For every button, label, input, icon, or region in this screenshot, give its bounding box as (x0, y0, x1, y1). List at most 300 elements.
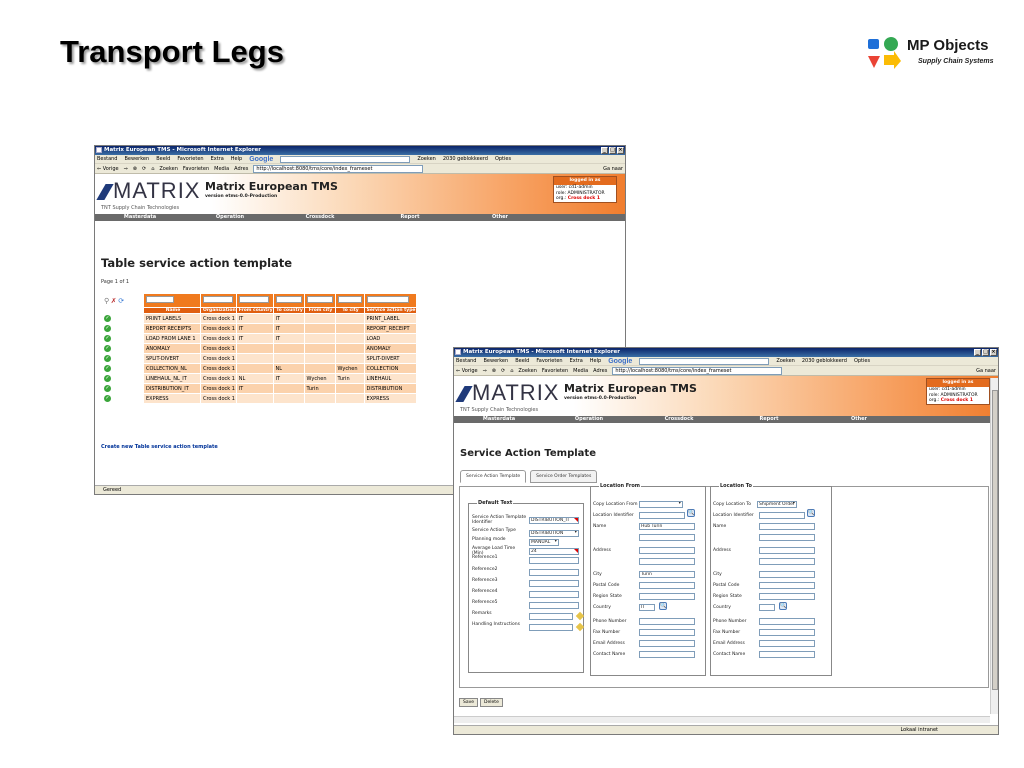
menu-help[interactable]: Help (230, 156, 243, 162)
ie-window-form (453, 347, 999, 735)
check-icon[interactable]: ✓ (105, 335, 110, 341)
table-cell: EXPRESS (364, 394, 416, 404)
refresh-icon[interactable]: ⟳ (500, 368, 506, 374)
table-cell: Wychen (335, 364, 364, 374)
field-label: Service Action Type (472, 528, 516, 533)
address-label: Adres (593, 368, 608, 374)
table-cell (273, 394, 304, 404)
table-cell (335, 394, 364, 404)
zoeken-button[interactable]: Zoeken (417, 156, 436, 162)
table-cell: Cross dock 1 (201, 334, 237, 344)
opties-button[interactable]: Opties (853, 358, 871, 364)
table-cell: Cross dock 1 (201, 374, 237, 384)
filter-cell (273, 294, 304, 308)
service-action-table (101, 293, 417, 404)
field-label: Address (593, 548, 611, 553)
field-label: Average Load Time (Min) (472, 546, 516, 556)
search-icon[interactable]: 🔍 (688, 510, 695, 516)
filter-cell (364, 294, 416, 308)
location-from-legend: Location From (600, 483, 641, 489)
column-header[interactable]: From city (304, 308, 335, 314)
location-field-input[interactable] (759, 571, 815, 578)
field-label: Reference3 (472, 578, 498, 583)
location-field-input[interactable] (639, 629, 695, 636)
row-status-cell (102, 324, 144, 334)
location-field-input[interactable] (759, 604, 775, 611)
filter-cell (201, 294, 237, 308)
create-new-link[interactable]: Create new Table service action template (101, 444, 218, 450)
column-header[interactable]: From country (236, 308, 273, 314)
filter-cell (144, 294, 201, 308)
field-label: Fax Number (593, 630, 621, 635)
location-field-input[interactable] (759, 593, 815, 600)
search-button[interactable]: Zoeken (518, 368, 537, 374)
field-label: Region State (593, 594, 622, 599)
app-version: version etms-0.0-Production (205, 194, 278, 199)
opties-button[interactable]: Opties (494, 156, 512, 162)
horizontal-scrollbar[interactable] (454, 716, 990, 723)
refresh-icon[interactable]: ⟳ (118, 296, 125, 305)
row-status-cell (102, 374, 144, 384)
nav-other[interactable]: Other (491, 214, 509, 220)
nav-report[interactable]: Report (759, 416, 779, 422)
table-cell: NL (236, 374, 273, 384)
table-cell (273, 344, 304, 354)
status-bar: Gereed (95, 485, 625, 494)
field-label: Location Identifier (713, 513, 754, 518)
field-label: Reference1 (472, 555, 498, 560)
location-field-input[interactable]: Hub Turin (639, 523, 695, 530)
login-org (554, 196, 616, 202)
forward-button[interactable]: ⇒ (123, 166, 128, 172)
table-cell[interactable]: SPLIT-DIVERT (144, 354, 201, 364)
table-cell: Wychen (304, 374, 335, 384)
login-user: user: cd1-admin (929, 387, 966, 392)
reference1-input[interactable] (529, 557, 579, 564)
field-label: Postal Code (713, 583, 740, 588)
filter-from-country[interactable] (239, 296, 269, 303)
table-cell: IT (273, 334, 304, 344)
menu-bewerken[interactable]: Bewerken (483, 358, 509, 364)
login-header: logged in as (927, 379, 989, 387)
service-action-type-select[interactable]: DISTRIBUTION ▾ (529, 530, 579, 537)
table-row[interactable] (102, 334, 417, 344)
home-icon[interactable]: ⌂ (510, 368, 514, 374)
menu-beeld[interactable]: Beeld (515, 358, 530, 364)
table-row[interactable] (102, 354, 417, 364)
table-cell: ANOMALY (364, 344, 416, 354)
tab-service-order-templates[interactable]: Service Order Templates (530, 470, 597, 483)
remarks-input[interactable] (529, 613, 573, 620)
table-cell: IT (273, 324, 304, 334)
field-label: Reference2 (472, 567, 498, 572)
org-value: Cross dock 1 (567, 196, 600, 201)
row-status-cell (102, 344, 144, 354)
location-field-input[interactable] (639, 618, 695, 625)
field-label: Handling Instructions (472, 622, 520, 627)
table-cell: IT (236, 314, 273, 324)
app-title: Matrix European TMS (564, 382, 697, 395)
table-cell: Cross dock 1 (201, 314, 237, 324)
table-cell (304, 354, 335, 364)
check-icon[interactable]: ✓ (105, 395, 110, 401)
copy-location-select[interactable]: Shipment Order ▾ (757, 501, 797, 508)
org-label: org.: (929, 398, 940, 403)
form-tabs (460, 470, 597, 483)
address-input[interactable]: http://localhost:8080/tms/core/index_frameset (253, 165, 423, 173)
logo-tagline: Supply Chain Systems (918, 58, 994, 65)
menu-bestand[interactable]: Bestand (456, 358, 477, 364)
delete-button[interactable]: Delete (480, 698, 503, 707)
nav-masterdata[interactable]: Masterdata (123, 214, 157, 220)
filter-cell (304, 294, 335, 308)
table-row[interactable] (102, 364, 417, 374)
location-field-input[interactable]: IT (639, 604, 655, 611)
filter-organization[interactable] (203, 296, 233, 303)
favorites-button[interactable]: Favorieten (541, 368, 569, 374)
table-cell (273, 384, 304, 394)
reference5-input[interactable] (529, 602, 579, 609)
page-count: Page 1 of 1 (101, 279, 130, 285)
template-identifier-input[interactable]: DISTRIBUTION_IT (529, 517, 579, 524)
field-label: Service Action Template Identifier (472, 515, 527, 525)
tab-service-action-template[interactable]: Service Action Template (460, 470, 526, 483)
table-cell[interactable]: DISTRIBUTION_IT (144, 384, 201, 394)
table-cell (335, 334, 364, 344)
nav-operation[interactable]: Operation (574, 416, 604, 422)
filter-from-city[interactable] (307, 296, 333, 303)
field-label: Phone Number (713, 619, 747, 624)
field-label: Phone Number (593, 619, 627, 624)
matrix-logo-text: MATRIX (113, 178, 201, 203)
app-header (95, 174, 625, 214)
table-cell (304, 314, 335, 324)
edit-icon[interactable] (576, 623, 584, 631)
login-box (926, 378, 990, 405)
page-title: Service Action Template (460, 448, 596, 459)
location-field-input[interactable] (759, 512, 805, 519)
matrix-logo (101, 178, 200, 204)
nav-masterdata[interactable]: Masterdata (482, 416, 516, 422)
clear-filter-icon[interactable]: ✗ (110, 296, 117, 305)
filter-service-action-type[interactable] (367, 296, 409, 303)
location-field-input[interactable] (639, 558, 695, 565)
home-icon[interactable]: ⌂ (151, 166, 155, 172)
table-cell (236, 364, 273, 374)
location-field-input[interactable] (759, 547, 815, 554)
slide-title: Transport Legs (60, 34, 284, 69)
window-controls (974, 349, 997, 356)
table-cell: Cross dock 1 (201, 364, 237, 374)
table-cell[interactable]: LINEHAUL_NL_IT (144, 374, 201, 384)
ie-icon (455, 349, 461, 355)
table-cell (304, 364, 335, 374)
table-cell: SPLIT-DIVERT (364, 354, 416, 364)
location-field-input[interactable] (759, 651, 815, 658)
login-box (553, 176, 617, 203)
menu-help[interactable]: Help (589, 358, 602, 364)
location-field-input[interactable] (639, 582, 695, 589)
field-label: Address (713, 548, 731, 553)
table-cell: Turin (304, 384, 335, 394)
matrix-logo-text: MATRIX (472, 380, 560, 405)
favorites-button[interactable]: Favorieten (182, 166, 210, 172)
mp-objects-logo (866, 36, 1006, 72)
go-button[interactable]: Ga naar (976, 368, 996, 374)
table-cell: REPORT_RECEIPT (364, 324, 416, 334)
average-load-time-input[interactable]: 24 (529, 548, 579, 555)
table-cell[interactable]: LOAD FROM LANE 1 (144, 334, 201, 344)
minimize-button[interactable]: _ (601, 147, 608, 154)
search-icon[interactable]: 🔍 (808, 510, 815, 516)
table-cell (236, 344, 273, 354)
forward-button[interactable]: ⇒ (482, 368, 487, 374)
field-label: City (593, 572, 602, 577)
login-header: logged in as (554, 177, 616, 185)
table-cell: Cross dock 1 (201, 394, 237, 404)
menu-bar (454, 357, 998, 366)
go-button[interactable]: Ga naar (603, 166, 623, 172)
menu-extra[interactable]: Extra (210, 156, 224, 162)
close-button[interactable]: × (618, 147, 623, 153)
org-value: Cross dock 1 (940, 398, 973, 403)
location-field-input[interactable] (759, 629, 815, 636)
check-icon[interactable]: ✓ (105, 345, 110, 351)
check-icon[interactable]: ✓ (105, 365, 110, 371)
location-to-legend: Location To (720, 483, 752, 489)
media-button[interactable]: Media (214, 166, 230, 172)
menu-favorieten[interactable]: Favorieten (177, 156, 204, 162)
location-field-input[interactable] (639, 593, 695, 600)
field-label: Name (713, 524, 727, 529)
table-cell[interactable]: PRINT LABELS (144, 314, 201, 324)
search-icon[interactable]: 🔍 (660, 603, 667, 609)
window-titlebar (454, 348, 998, 357)
address-bar (454, 366, 998, 376)
google-toolbar-logo[interactable]: Google (608, 358, 633, 365)
window-titlebar (95, 146, 625, 155)
login-role: role: ADMINISTRATOR (556, 190, 605, 196)
back-button[interactable]: ⇐ Vorige (456, 368, 478, 374)
table-cell[interactable]: COLLECTION_NL (144, 364, 201, 374)
nav-other[interactable]: Other (850, 416, 868, 422)
table-row[interactable] (102, 374, 417, 384)
column-header[interactable]: Organization (201, 308, 237, 314)
search-button[interactable]: Zoeken (159, 166, 178, 172)
table-cell (335, 344, 364, 354)
table-cell (236, 394, 273, 404)
column-header[interactable]: Name (144, 308, 201, 314)
address-label: Adres (234, 166, 249, 172)
table-row[interactable] (102, 314, 417, 324)
matrix-logo (460, 380, 559, 406)
address-bar (95, 164, 625, 174)
edit-icon[interactable] (576, 612, 584, 620)
location-field-input[interactable]: Turin (639, 571, 695, 578)
back-button[interactable]: ⇐ Vorige (97, 166, 119, 172)
default-text-legend: Default Text (478, 500, 513, 506)
field-label: Country (713, 605, 731, 610)
window-controls (601, 147, 624, 154)
google-search-input[interactable] (280, 156, 410, 163)
stop-icon[interactable]: ⊗ (132, 166, 137, 172)
google-toolbar-logo[interactable]: Google (249, 156, 274, 163)
copy-location-select[interactable] (639, 501, 683, 508)
close-button[interactable]: × (991, 349, 996, 355)
field-label: Reference4 (472, 589, 498, 594)
row-status-cell (102, 354, 144, 364)
table-cell: PRINT_LABEL (364, 314, 416, 324)
nav-crossdock[interactable]: Crossdock (664, 416, 694, 422)
table-cell: Cross dock 1 (201, 324, 237, 334)
main-nav (454, 416, 998, 423)
media-button[interactable]: Media (573, 368, 589, 374)
mp-objects-logo-icon (866, 36, 902, 70)
matrix-subtitle: TNT Supply Chain Technologies (460, 407, 539, 413)
reference4-input[interactable] (529, 591, 579, 598)
table-cell (304, 344, 335, 354)
location-field-input[interactable] (639, 651, 695, 658)
ie-icon (96, 147, 102, 153)
location-field-input[interactable] (759, 534, 815, 541)
table-row[interactable] (102, 394, 417, 404)
table-row[interactable] (102, 324, 417, 334)
form-container (459, 483, 989, 688)
org-label: org.: (556, 196, 567, 201)
check-icon[interactable]: ✓ (105, 315, 110, 321)
location-field-input[interactable] (639, 547, 695, 554)
table-cell: LINEHAUL (364, 374, 416, 384)
location-field-input[interactable] (759, 523, 815, 530)
menu-beeld[interactable]: Beeld (156, 156, 171, 162)
table-cell: IT (236, 334, 273, 344)
field-label: Postal Code (593, 583, 620, 588)
filter-to-city[interactable] (338, 296, 362, 303)
row-status-cell (102, 314, 144, 324)
field-label: City (713, 572, 722, 577)
planning-mode-select[interactable]: MANUAL ▾ (529, 539, 559, 546)
row-status-cell (102, 394, 144, 404)
filter-cell (236, 294, 273, 308)
table-cell: IT (273, 374, 304, 384)
table-cell: Cross dock 1 (201, 354, 237, 364)
table-cell: IT (273, 314, 304, 324)
column-header[interactable]: Service action type (364, 308, 416, 314)
table-cell (335, 324, 364, 334)
menu-extra[interactable]: Extra (569, 358, 583, 364)
table-cell[interactable]: REPORT RECEIPTS (144, 324, 201, 334)
logo-name: MP Objects (907, 37, 989, 54)
filter-icons (102, 294, 144, 308)
scrollbar-thumb[interactable] (992, 390, 998, 690)
column-header[interactable]: To city (335, 308, 364, 314)
location-field-input[interactable] (759, 558, 815, 565)
minimize-button[interactable]: _ (974, 349, 981, 356)
refresh-icon[interactable]: ⟳ (141, 166, 147, 172)
nav-crossdock[interactable]: Crossdock (305, 214, 335, 220)
matrix-logo-icon (455, 386, 472, 402)
location-field-input[interactable] (759, 618, 815, 625)
form-buttons (459, 698, 503, 707)
reference3-input[interactable] (529, 580, 579, 587)
login-user: user: cd1-admin (556, 185, 593, 190)
google-search-input[interactable] (639, 358, 769, 365)
zoeken-button[interactable]: Zoeken (776, 358, 795, 364)
table-cell (304, 334, 335, 344)
row-status-cell (102, 384, 144, 394)
table-cell (335, 354, 364, 364)
table-cell: IT (236, 384, 273, 394)
maximize-button[interactable]: □ (983, 349, 988, 355)
stop-icon[interactable]: ⊗ (491, 368, 496, 374)
field-label: Contact Name (593, 652, 626, 657)
check-icon[interactable]: ✓ (105, 355, 110, 361)
reference2-input[interactable] (529, 569, 579, 576)
status-bar (454, 725, 998, 734)
copy-location-label: Copy Location To (713, 502, 752, 507)
popup-blocked[interactable]: 2030 geblokkeerd (442, 156, 488, 162)
save-button[interactable]: Save (459, 698, 478, 707)
nav-operation[interactable]: Operation (215, 214, 245, 220)
menu-favorieten[interactable]: Favorieten (536, 358, 563, 364)
check-icon[interactable]: ✓ (105, 385, 110, 391)
filter-to-country[interactable] (276, 296, 302, 303)
filter-row (102, 294, 417, 308)
row-status-cell (102, 334, 144, 344)
location-field-input[interactable] (639, 534, 695, 541)
app-header (454, 376, 998, 416)
zone-status: Lokaal intranet (900, 727, 938, 733)
main-nav (95, 214, 625, 221)
search-icon[interactable]: 🔍 (780, 603, 787, 609)
field-label: Reference5 (472, 600, 498, 605)
location-field-input[interactable] (759, 582, 815, 589)
filter-icon[interactable]: ⚲ (104, 296, 110, 305)
check-icon[interactable]: ✓ (105, 375, 110, 381)
matrix-logo-icon (96, 184, 113, 200)
check-icon[interactable]: ✓ (105, 325, 110, 331)
default-text-fieldset (468, 500, 584, 673)
filter-name[interactable] (146, 296, 174, 303)
table-cell[interactable]: ANOMALY (144, 344, 201, 354)
table-cell: DISTRIBUTION (364, 384, 416, 394)
handling-instructions-input[interactable] (529, 624, 573, 631)
table-row[interactable] (102, 344, 417, 354)
menu-bestand[interactable]: Bestand (97, 156, 118, 162)
location-field-input[interactable] (639, 512, 685, 519)
popup-blocked[interactable]: 2030 geblokkeerd (801, 358, 847, 364)
row-status-cell (102, 364, 144, 374)
copy-location-label: Copy Location From (593, 502, 638, 507)
location-field-input[interactable] (759, 640, 815, 647)
location-field-input[interactable] (639, 640, 695, 647)
table-cell: LOAD (364, 334, 416, 344)
field-label: Email Address (713, 641, 745, 646)
nav-report[interactable]: Report (400, 214, 420, 220)
field-label: Region State (713, 594, 742, 599)
address-input[interactable]: http://localhost:8080/tms/core/index_frameset (612, 367, 782, 375)
maximize-button[interactable]: □ (610, 147, 615, 153)
vertical-scrollbar[interactable] (990, 378, 998, 714)
column-header[interactable]: To country (273, 308, 304, 314)
menu-bewerken[interactable]: Bewerken (124, 156, 150, 162)
table-row[interactable] (102, 384, 417, 394)
app-title: Matrix European TMS (205, 180, 338, 193)
table-cell[interactable]: EXPRESS (144, 394, 201, 404)
table-cell: IT (236, 324, 273, 334)
field-label: Planning mode (472, 537, 506, 542)
page-title: Table service action template (101, 256, 293, 270)
